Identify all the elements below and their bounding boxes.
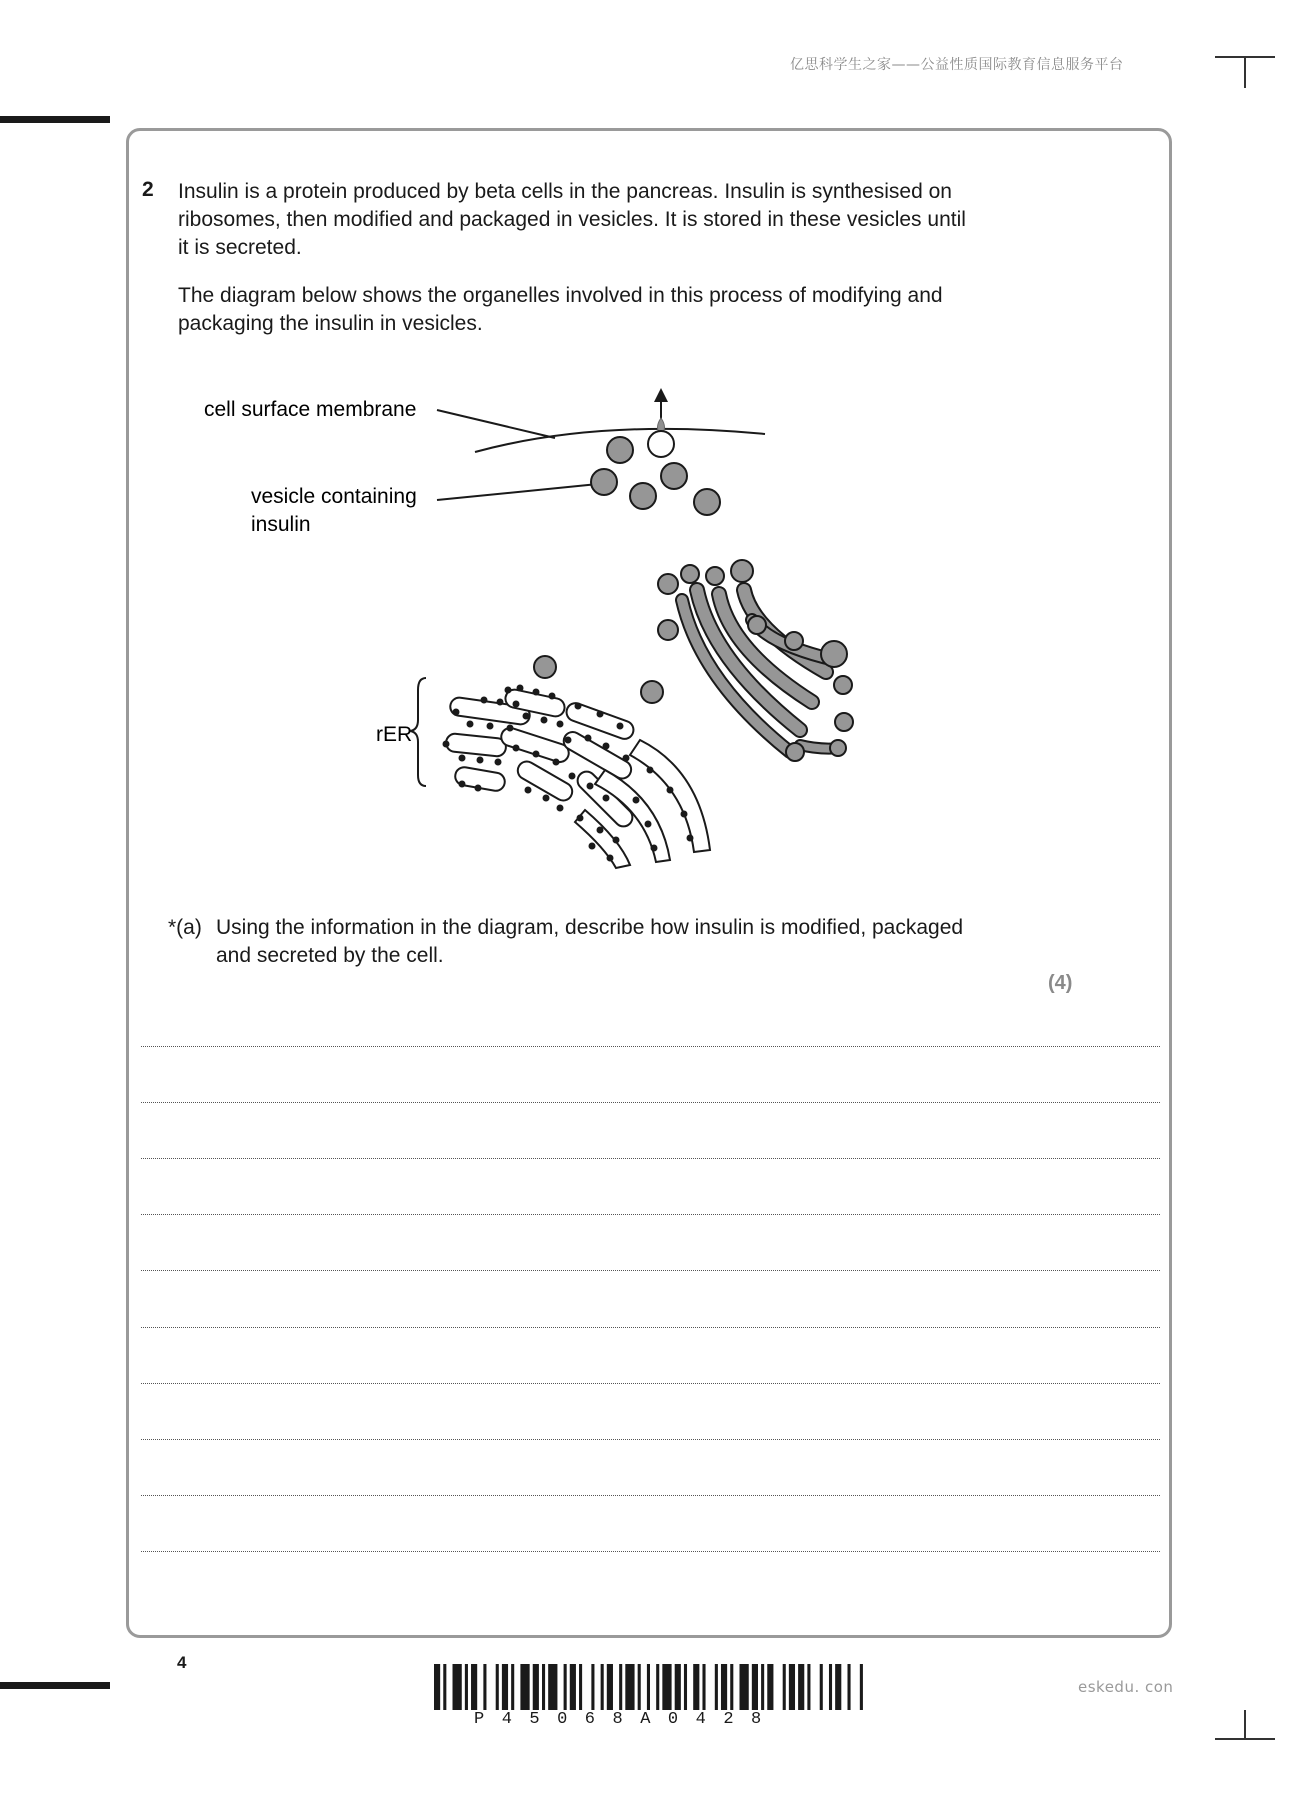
answer-line[interactable] bbox=[141, 1327, 1160, 1328]
answer-line[interactable] bbox=[141, 1495, 1160, 1496]
rough-er bbox=[445, 688, 710, 868]
barcode-bar bbox=[798, 1664, 804, 1710]
barcode-bar bbox=[607, 1664, 613, 1710]
barcode-bar bbox=[730, 1664, 733, 1710]
answer-line[interactable] bbox=[141, 1551, 1160, 1552]
intro-line: ribosomes, then modified and packaged in vesicles. It is stored in these vesicles until bbox=[178, 208, 966, 231]
barcode-bar bbox=[591, 1664, 594, 1710]
barcode-bar bbox=[693, 1664, 699, 1710]
barcode-bar bbox=[570, 1664, 576, 1710]
rer-bracket bbox=[410, 678, 426, 786]
description-line: The diagram below shows the organelles involved in this process of modifying and bbox=[178, 284, 943, 307]
header-banner: 亿思科学生之家——公益性质国际教育信息服务平台 bbox=[790, 57, 1124, 73]
barcode-bar bbox=[638, 1664, 641, 1710]
barcode-bar bbox=[619, 1664, 622, 1710]
label-rer: rER bbox=[376, 723, 413, 746]
barcode-bar bbox=[656, 1664, 659, 1710]
barcode-bar bbox=[789, 1664, 795, 1710]
intro-line: Insulin is a protein produced by beta cells in the pancreas. Insulin is synthesised on bbox=[178, 180, 952, 203]
barcode-bar bbox=[820, 1664, 823, 1710]
barcode-bar bbox=[835, 1664, 841, 1710]
barcode-bar bbox=[471, 1664, 477, 1710]
barcode-bar bbox=[675, 1664, 681, 1710]
question-number: 2 bbox=[142, 178, 154, 201]
crop-mark-bottom-vertical bbox=[1244, 1710, 1246, 1740]
barcode-bar bbox=[443, 1664, 446, 1710]
barcode-bar bbox=[684, 1664, 687, 1710]
footer-site: eskedu. con bbox=[1078, 1678, 1174, 1696]
barcode-bar bbox=[520, 1664, 529, 1710]
barcode-bar bbox=[702, 1664, 705, 1710]
barcode-bar bbox=[847, 1664, 850, 1710]
leader-line-membrane bbox=[437, 410, 555, 438]
barcode-bar bbox=[739, 1664, 748, 1710]
leader-line-vesicle bbox=[437, 484, 598, 500]
answer-line[interactable] bbox=[141, 1046, 1160, 1047]
barcode-bar bbox=[434, 1664, 440, 1710]
intro-line: it is secreted. bbox=[178, 236, 302, 259]
barcode-bar bbox=[783, 1664, 786, 1710]
side-bar-bottom bbox=[0, 1682, 110, 1689]
answer-line[interactable] bbox=[141, 1214, 1160, 1215]
barcode-bar bbox=[761, 1664, 764, 1710]
barcode-bar bbox=[579, 1664, 582, 1710]
description-line: packaging the insulin in vesicles. bbox=[178, 312, 483, 335]
barcode-bar bbox=[496, 1664, 499, 1710]
answer-line[interactable] bbox=[141, 1383, 1160, 1384]
barcode-bar bbox=[465, 1664, 468, 1710]
barcode-bar bbox=[715, 1664, 718, 1710]
part-a-line: and secreted by the cell. bbox=[216, 944, 444, 967]
label-vesicle-line1: vesicle containing bbox=[251, 485, 417, 508]
golgi-apparatus bbox=[658, 560, 853, 761]
barcode-bar bbox=[625, 1664, 634, 1710]
barcode-bar bbox=[483, 1664, 486, 1710]
barcode-bar bbox=[502, 1664, 508, 1710]
barcode bbox=[434, 1664, 866, 1710]
barcode-bar bbox=[721, 1664, 727, 1710]
part-a-text bbox=[216, 914, 1076, 970]
barcode-bar bbox=[662, 1664, 671, 1710]
barcode-bar bbox=[767, 1664, 773, 1710]
barcode-bar bbox=[829, 1664, 832, 1710]
barcode-bar bbox=[807, 1664, 810, 1710]
barcode-bar bbox=[564, 1664, 567, 1710]
part-a bbox=[168, 914, 1068, 967]
answer-line[interactable] bbox=[141, 1158, 1160, 1159]
page-number: 4 bbox=[177, 1653, 187, 1672]
barcode-bar bbox=[542, 1664, 545, 1710]
barcode-bar bbox=[752, 1664, 758, 1710]
barcode-bar bbox=[533, 1664, 539, 1710]
barcode-number: P45068A0428 bbox=[474, 1710, 779, 1729]
barcode-bar bbox=[601, 1664, 604, 1710]
part-a-line: Using the information in the diagram, describe how insulin is modified, packaged bbox=[216, 916, 964, 939]
barcode-bar bbox=[453, 1664, 462, 1710]
label-cell-surface-membrane: cell surface membrane bbox=[204, 398, 417, 421]
barcode-bar bbox=[860, 1664, 863, 1710]
barcode-bar bbox=[548, 1664, 557, 1710]
answer-line[interactable] bbox=[141, 1439, 1160, 1440]
answer-line[interactable] bbox=[141, 1102, 1160, 1103]
answer-line[interactable] bbox=[141, 1270, 1160, 1271]
part-a-label: *(a) bbox=[168, 916, 202, 939]
marks-indicator: (4) bbox=[1048, 972, 1073, 994]
label-vesicle-line2: insulin bbox=[251, 513, 311, 536]
barcode-bar bbox=[511, 1664, 514, 1710]
barcode-bar bbox=[647, 1664, 650, 1710]
